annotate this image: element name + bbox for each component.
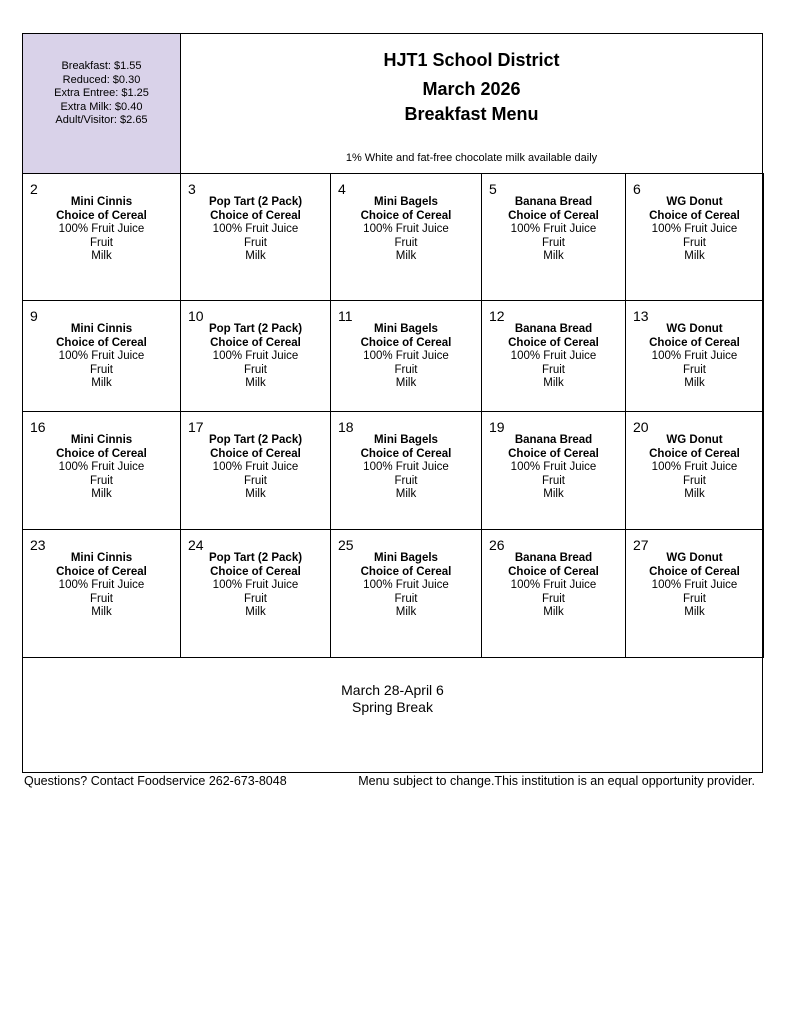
cereal-item: Choice of Cereal [56, 447, 147, 460]
entree-item: Mini Cinnis [70, 196, 133, 208]
cereal-item: Choice of Cereal [360, 209, 452, 222]
juice-item: 100% Fruit Juice [58, 223, 145, 235]
footer-contact: Questions? Contact Foodservice 262-673-8048 [24, 774, 287, 788]
cereal-item: Choice of Cereal [210, 565, 301, 578]
fruit-item: Fruit [683, 236, 706, 249]
price-breakfast: Breakfast: $1.55 [61, 60, 142, 72]
fruit-item: Fruit [394, 474, 418, 487]
price-adult-visitor: Adult/Visitor: $2.65 [55, 114, 148, 127]
day-cell [180, 173, 331, 301]
day-cell [330, 173, 482, 301]
day-number: 4 [338, 181, 346, 197]
fruit-item: Fruit [90, 236, 113, 249]
cereal-item: Choice of Cereal [56, 565, 147, 578]
cereal-item: Choice of Cereal [360, 447, 452, 460]
fruit-item: Fruit [244, 474, 267, 487]
juice-item: 100% Fruit Juice [363, 350, 449, 362]
cereal-item: Choice of Cereal [56, 336, 147, 349]
menu-header [180, 33, 763, 174]
menu-items [626, 196, 763, 264]
juice-item: 100% Fruit Juice [212, 579, 299, 591]
day-number: 5 [489, 181, 497, 197]
price-list [22, 33, 181, 174]
day-cell [330, 411, 482, 530]
fruit-item: Fruit [394, 363, 418, 376]
day-number: 23 [30, 537, 46, 553]
price-extra-entree: Extra Entree: $1.25 [54, 87, 149, 100]
day-number: 19 [489, 419, 505, 435]
cereal-item: Choice of Cereal [210, 336, 301, 349]
entree-item: Pop Tart (2 Pack) [208, 552, 303, 564]
day-cell [481, 300, 626, 412]
milk-note: 1% White and fat-free chocolate milk available daily [345, 152, 598, 164]
day-number: 24 [188, 537, 204, 553]
entree-item: Mini Cinnis [70, 434, 133, 446]
entree-item: Pop Tart (2 Pack) [208, 196, 303, 208]
entree-item: Mini Cinnis [70, 323, 133, 335]
menu-items [181, 434, 330, 502]
milk-item: Milk [91, 606, 112, 618]
menu-items [181, 323, 330, 391]
menu-items [23, 552, 180, 620]
day-number: 17 [188, 419, 204, 435]
entree-item: Banana Bread [514, 552, 593, 564]
milk-item: Milk [543, 377, 564, 389]
fruit-item: Fruit [90, 363, 113, 376]
day-cell [22, 300, 181, 412]
cereal-item: Choice of Cereal [56, 209, 147, 222]
milk-item: Milk [684, 250, 705, 262]
milk-item: Milk [91, 488, 112, 500]
fruit-item: Fruit [394, 592, 418, 605]
juice-item: 100% Fruit Juice [510, 461, 597, 473]
spring-break-box [22, 657, 763, 773]
cereal-item: Choice of Cereal [649, 447, 740, 460]
fruit-item: Fruit [244, 236, 267, 249]
day-number: 3 [188, 181, 196, 197]
day-cell [625, 411, 764, 530]
day-cell [330, 300, 482, 412]
juice-item: 100% Fruit Juice [363, 579, 449, 591]
menu-items [626, 434, 763, 502]
milk-item: Milk [245, 250, 266, 262]
juice-item: 100% Fruit Juice [58, 461, 145, 473]
day-number: 27 [633, 537, 649, 553]
fruit-item: Fruit [542, 592, 565, 605]
menu-items [482, 323, 625, 391]
entree-item: Mini Bagels [374, 196, 438, 208]
juice-item: 100% Fruit Juice [363, 223, 449, 235]
menu-items [331, 552, 481, 620]
menu-items [331, 196, 481, 264]
day-number: 25 [338, 537, 354, 553]
month-title: March 2026 [422, 79, 521, 99]
entree-item: Banana Bread [514, 323, 593, 335]
fruit-item: Fruit [542, 474, 565, 487]
cereal-item: Choice of Cereal [360, 565, 452, 578]
menu-items [482, 196, 625, 264]
entree-item: WG Donut [666, 323, 723, 335]
day-number: 6 [633, 181, 641, 197]
milk-item: Milk [245, 377, 266, 389]
day-cell [625, 300, 764, 412]
day-number: 16 [30, 419, 46, 435]
menu-items [23, 434, 180, 502]
juice-item: 100% Fruit Juice [363, 461, 449, 473]
menu-type-title: Breakfast Menu [404, 104, 539, 124]
day-cell [625, 529, 764, 658]
milk-item: Milk [543, 606, 564, 618]
cereal-item: Choice of Cereal [508, 336, 599, 349]
day-cell [22, 529, 181, 658]
fruit-item: Fruit [90, 592, 113, 605]
juice-item: 100% Fruit Juice [58, 350, 145, 362]
day-number: 26 [489, 537, 505, 553]
milk-item: Milk [395, 250, 417, 262]
fruit-item: Fruit [542, 363, 565, 376]
cereal-item: Choice of Cereal [360, 336, 452, 349]
juice-item: 100% Fruit Juice [651, 461, 738, 473]
juice-item: 100% Fruit Juice [212, 223, 299, 235]
footer-disclaimer: Menu subject to change.This institution is an equal opportunity provider. [358, 774, 755, 788]
price-extra-milk: Extra Milk: $0.40 [60, 100, 143, 113]
spring-break-label: Spring Break [352, 699, 433, 715]
cereal-item: Choice of Cereal [210, 209, 301, 222]
milk-item: Milk [245, 488, 266, 500]
cereal-item: Choice of Cereal [508, 447, 599, 460]
menu-items [482, 552, 625, 620]
juice-item: 100% Fruit Juice [510, 223, 597, 235]
fruit-item: Fruit [683, 363, 706, 376]
juice-item: 100% Fruit Juice [651, 223, 738, 235]
spring-break-dates: March 28-April 6 [341, 682, 444, 698]
day-number: 20 [633, 419, 649, 435]
day-number: 9 [30, 308, 38, 324]
milk-item: Milk [684, 606, 705, 618]
day-cell [481, 529, 626, 658]
day-cell [180, 529, 331, 658]
menu-items [626, 323, 763, 391]
menu-items [331, 434, 481, 502]
fruit-item: Fruit [90, 474, 113, 487]
day-cell [625, 173, 764, 301]
fruit-item: Fruit [394, 236, 418, 249]
day-number: 11 [338, 308, 353, 324]
day-cell [330, 529, 482, 658]
menu-items [626, 552, 763, 620]
cereal-item: Choice of Cereal [508, 565, 599, 578]
juice-item: 100% Fruit Juice [58, 579, 145, 591]
milk-item: Milk [91, 250, 112, 262]
juice-item: 100% Fruit Juice [510, 350, 597, 362]
milk-item: Milk [395, 606, 417, 618]
entree-item: Mini Bagels [374, 552, 438, 564]
day-number: 18 [338, 419, 354, 435]
day-number: 12 [489, 308, 505, 324]
menu-items [331, 323, 481, 391]
menu-items [23, 323, 180, 391]
milk-item: Milk [395, 377, 417, 389]
menu-items [482, 434, 625, 502]
menu-items [181, 552, 330, 620]
milk-item: Milk [395, 488, 417, 500]
entree-item: WG Donut [666, 434, 723, 446]
entree-item: Banana Bread [514, 434, 593, 446]
day-cell [22, 173, 181, 301]
fruit-item: Fruit [542, 236, 565, 249]
milk-item: Milk [91, 377, 112, 389]
juice-item: 100% Fruit Juice [510, 579, 597, 591]
menu-items [23, 196, 180, 264]
milk-item: Milk [684, 488, 705, 500]
day-cell [180, 411, 331, 530]
entree-item: WG Donut [666, 196, 723, 208]
juice-item: 100% Fruit Juice [212, 350, 299, 362]
day-cell [22, 411, 181, 530]
juice-item: 100% Fruit Juice [651, 579, 738, 591]
milk-item: Milk [543, 250, 564, 262]
milk-item: Milk [543, 488, 564, 500]
entree-item: Mini Cinnis [70, 552, 133, 564]
juice-item: 100% Fruit Juice [212, 461, 299, 473]
entree-item: Mini Bagels [374, 323, 438, 335]
day-cell [481, 411, 626, 530]
milk-item: Milk [245, 606, 266, 618]
entree-item: Mini Bagels [374, 434, 438, 446]
day-number: 2 [30, 181, 38, 197]
entree-item: Banana Bread [514, 196, 593, 208]
cereal-item: Choice of Cereal [649, 336, 740, 349]
price-reduced: Reduced: $0.30 [62, 73, 141, 86]
day-number: 13 [633, 308, 649, 324]
cereal-item: Choice of Cereal [508, 209, 599, 222]
fruit-item: Fruit [244, 363, 267, 376]
day-cell [481, 173, 626, 301]
fruit-item: Fruit [244, 592, 267, 605]
menu-items [181, 196, 330, 264]
district-title: HJT1 School District [383, 50, 560, 70]
cereal-item: Choice of Cereal [210, 447, 301, 460]
entree-item: Pop Tart (2 Pack) [208, 323, 303, 335]
day-number: 10 [188, 308, 204, 324]
milk-item: Milk [684, 377, 705, 389]
fruit-item: Fruit [683, 474, 706, 487]
juice-item: 100% Fruit Juice [651, 350, 738, 362]
entree-item: WG Donut [666, 552, 723, 564]
day-cell [180, 300, 331, 412]
fruit-item: Fruit [683, 592, 706, 605]
entree-item: Pop Tart (2 Pack) [208, 434, 303, 446]
cereal-item: Choice of Cereal [649, 565, 740, 578]
cereal-item: Choice of Cereal [649, 209, 740, 222]
